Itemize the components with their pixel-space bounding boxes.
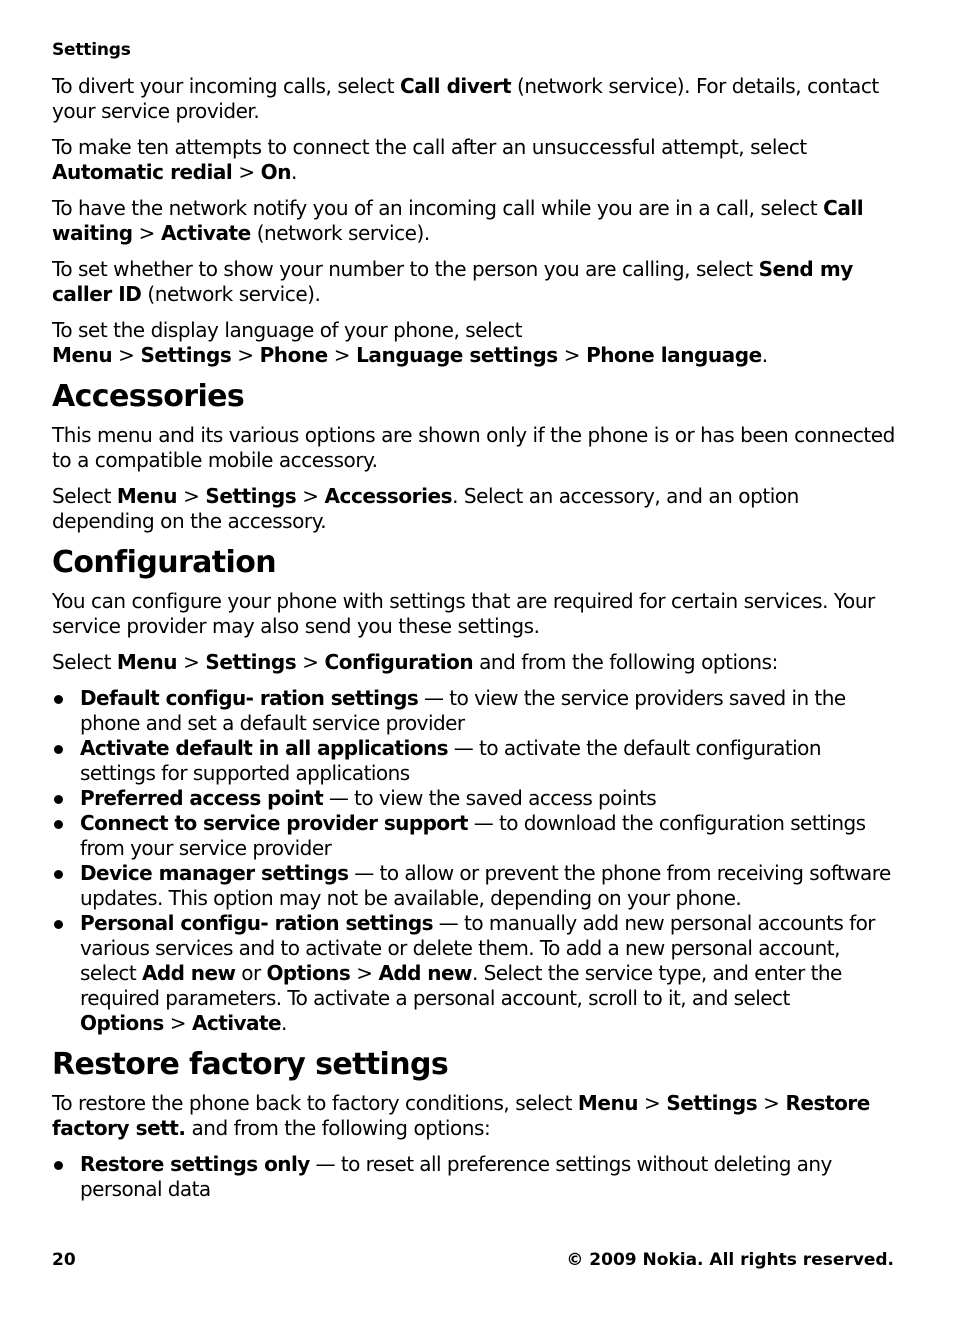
menu-term: Restore factory sett.	[52, 1091, 870, 1140]
list-item	[52, 811, 898, 861]
text: Select	[52, 484, 117, 508]
menu-term: Menu	[116, 484, 178, 508]
list-item	[52, 686, 898, 736]
bullet-icon	[54, 695, 63, 704]
text: and from the following options:	[185, 1116, 491, 1140]
text: To restore the phone back to factory conditions, select	[52, 1091, 578, 1115]
text: or	[235, 961, 267, 985]
list-item	[52, 1152, 898, 1202]
option-term: Restore settings only	[80, 1152, 310, 1176]
bullet-icon	[54, 920, 63, 929]
menu-term: Phone	[259, 343, 328, 367]
page-number: 20	[52, 1250, 76, 1270]
option-term: Preferred access point	[80, 786, 324, 810]
option-description: — to download the configuration settings from your service provider	[80, 811, 866, 860]
menu-term: Call divert	[399, 74, 512, 98]
section-heading-restore: Restore factory settings	[52, 1047, 449, 1082]
menu-term: Activate	[160, 221, 251, 245]
bullet-icon	[54, 1161, 63, 1170]
paragraph-accessories-intro: This menu and its various options are shown only if the phone is or has been connected to a compatible mobile accessory.	[52, 423, 895, 472]
text: To set whether to show your number to the person you are calling, select	[52, 257, 759, 281]
bullet-icon	[54, 870, 63, 879]
path-separator: >	[238, 160, 255, 184]
path-separator: >	[169, 1011, 186, 1035]
paragraph-call-divert	[52, 74, 898, 124]
option-description: — to manually add new personal accounts for various services and to activate or delete them. To add a new personal account, select	[80, 911, 875, 985]
text: (network service).	[141, 282, 321, 306]
option-term: Device manager settings	[80, 861, 349, 885]
option-term: Default configu- ration settings	[80, 686, 419, 710]
path-separator: >	[563, 343, 581, 367]
menu-term: Options	[80, 1011, 164, 1035]
copyright-notice: © 2009 Nokia. All rights reserved.	[566, 1250, 894, 1270]
menu-term: Settings	[140, 343, 232, 367]
option-term: Activate default in all applications	[80, 736, 448, 760]
menu-term: Configuration	[324, 650, 474, 674]
menu-term: Settings	[666, 1091, 758, 1115]
list-item	[52, 861, 898, 911]
paragraph-configuration-path	[52, 650, 898, 675]
text: Select	[52, 650, 117, 674]
option-description: — to view the service providers saved in the phone and set a default service provider	[80, 686, 846, 735]
menu-term: Send my caller ID	[52, 257, 853, 306]
paragraph-display-language	[52, 318, 898, 368]
menu-term: Menu	[577, 1091, 639, 1115]
paragraph-call-waiting	[52, 196, 898, 246]
list-item	[52, 736, 898, 786]
running-head: Settings	[52, 40, 131, 60]
bullet-icon	[54, 820, 63, 829]
section-heading-configuration: Configuration	[52, 545, 276, 580]
section-heading-accessories: Accessories	[52, 379, 245, 414]
text: .	[291, 160, 297, 184]
path-separator: >	[302, 484, 319, 508]
menu-term: Activate	[192, 1011, 282, 1035]
paragraph-restore-path	[52, 1091, 898, 1141]
menu-term: Settings	[205, 484, 297, 508]
text: (network service).	[250, 221, 430, 245]
menu-term: Menu	[52, 343, 113, 367]
path-separator: >	[183, 650, 200, 674]
path-separator: >	[302, 650, 319, 674]
text: (network service). For details, contact your service provider.	[52, 74, 879, 123]
list-item	[52, 786, 898, 811]
text: To make ten attempts to connect the call after an unsuccessful attempt, select	[52, 135, 807, 159]
path-separator: >	[138, 221, 155, 245]
configuration-options-list	[52, 686, 898, 1036]
option-description: — to reset all preference settings without deleting any personal data	[80, 1152, 832, 1201]
path-separator: >	[183, 484, 200, 508]
menu-term: On	[260, 160, 291, 184]
menu-term: Menu	[116, 650, 178, 674]
path-separator: >	[356, 961, 373, 985]
option-term: Connect to service provider support	[80, 811, 468, 835]
menu-term: Automatic redial	[52, 160, 233, 184]
paragraph-caller-id	[52, 257, 898, 307]
menu-term: Add new	[378, 961, 472, 985]
text: . Select the service type, and enter the required parameters. To activate a personal account, scroll to it, and select	[80, 961, 842, 1010]
option-description: — to allow or prevent the phone from receiving software updates. This option may not be available, depending on your phone.	[80, 861, 891, 910]
path-separator: >	[333, 343, 351, 367]
text: To divert your incoming calls, select	[52, 74, 400, 98]
option-term: Personal configu- ration settings	[80, 911, 433, 935]
text: .	[761, 343, 768, 367]
menu-term: Settings	[205, 650, 297, 674]
path-separator: >	[118, 343, 135, 367]
page-content	[52, 74, 898, 1210]
text: . Select an accessory, and an option depending on the accessory.	[52, 484, 799, 533]
path-separator: >	[763, 1091, 780, 1115]
text: .	[281, 1011, 287, 1035]
paragraph-accessories-path	[52, 484, 898, 534]
restore-options-list	[52, 1152, 898, 1202]
bullet-icon	[54, 745, 63, 754]
menu-term: Accessories	[324, 484, 453, 508]
list-item-personal-configuration	[52, 911, 898, 1036]
paragraph-auto-redial	[52, 135, 898, 185]
text: and from the following options:	[473, 650, 778, 674]
text: To set the display language of your phone, select	[52, 318, 523, 342]
bullet-icon	[54, 795, 63, 804]
menu-term: Call waiting	[52, 196, 864, 245]
page-footer	[52, 1250, 894, 1270]
option-description: — to view the saved access points	[323, 786, 657, 810]
text: To have the network notify you of an incoming call while you are in a call, select	[52, 196, 824, 220]
menu-term: Language settings	[356, 343, 558, 367]
menu-term: Add new	[141, 961, 236, 985]
option-description: — to activate the default configuration settings for supported applications	[80, 736, 821, 785]
path-separator: >	[644, 1091, 661, 1115]
menu-term: Phone language	[586, 343, 762, 367]
paragraph-configuration-intro: You can configure your phone with settings that are required for certain services. Your service provider may also send you these settings.	[52, 589, 875, 638]
path-separator: >	[237, 343, 254, 367]
menu-term: Options	[266, 961, 351, 985]
